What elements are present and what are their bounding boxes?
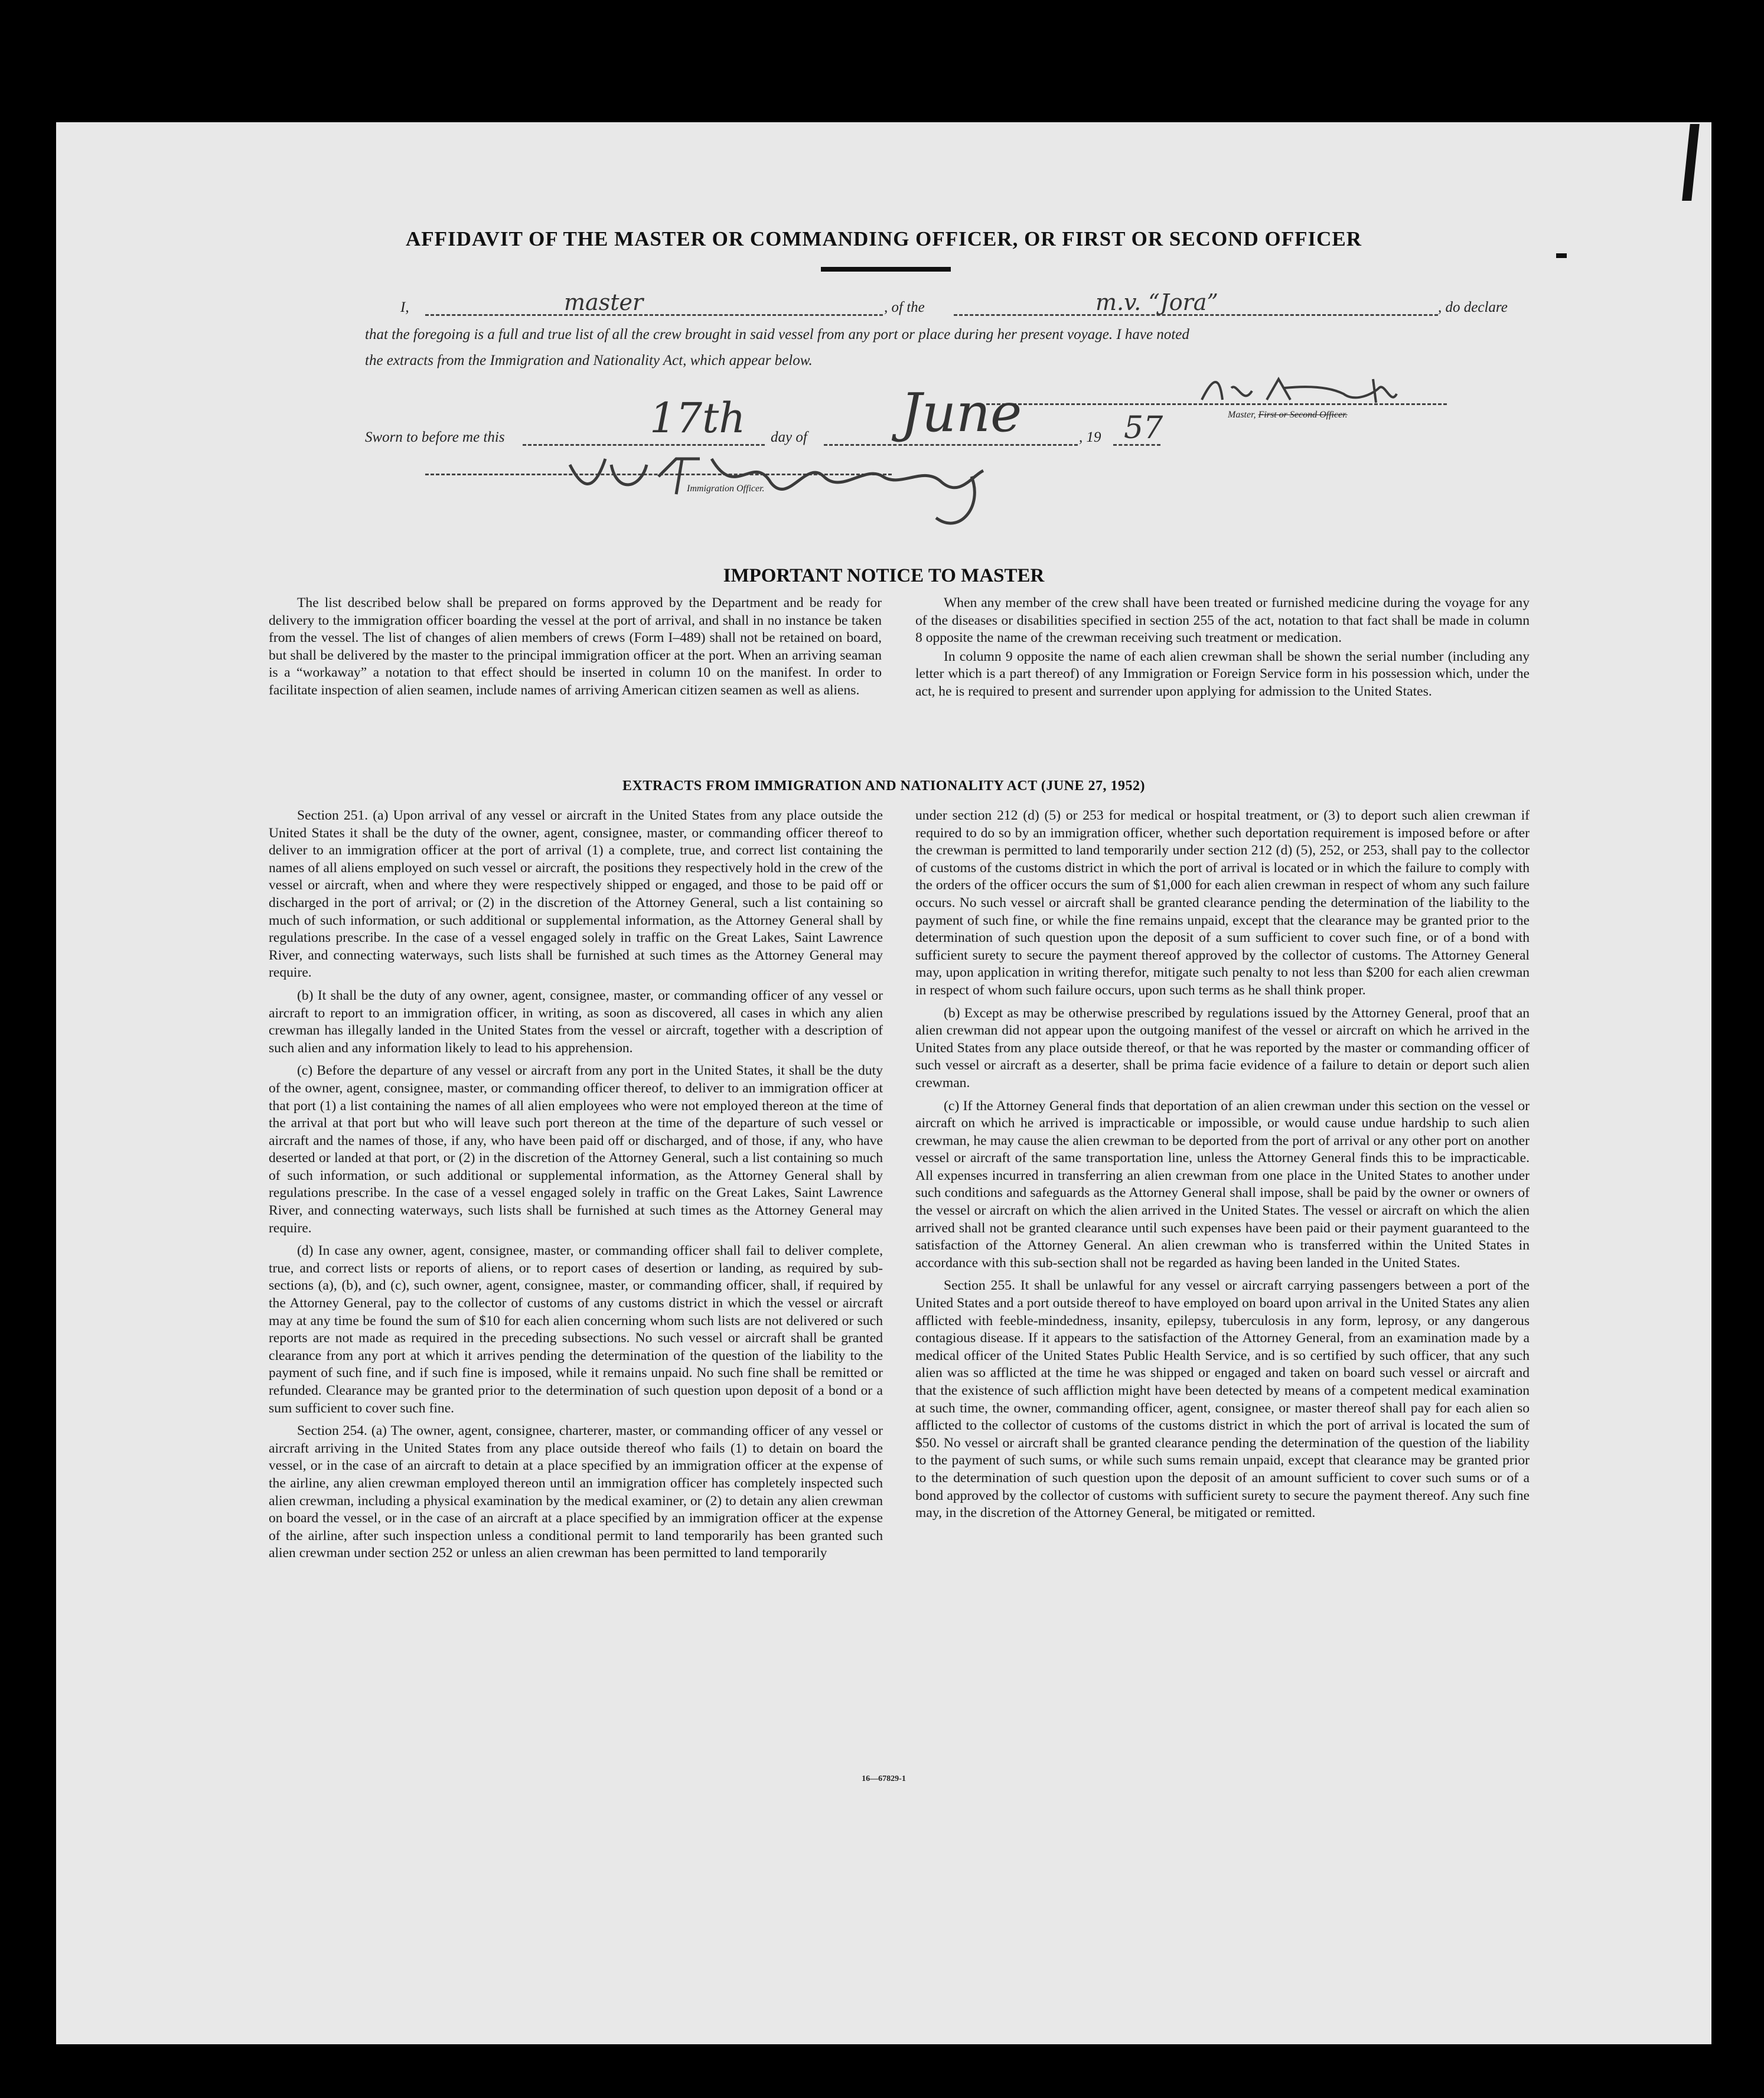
officer-caption-struck: First or Second Officer. [1258, 410, 1348, 420]
extract-paragraph: Section 255. It shall be unlawful for any vessel or aircraft carrying passengers between a port of the United States and a port outside thereof to have employed on board upon arrival in the United States any alien afflicted with feeble-mindedness, insanity, epilepsy, tuberculosis in any form, leprosy, or any dangerous contagious disease. If it appears to the satisfaction of the Attorney General, from an examination made by a medical officer of the United States Public Health Service, and is so certified by such officer, that any such alien was so afflicted at the time he was shipped or engaged and taken on board such vessel or aircraft and that the existence of such affliction might have been detected by means of a competent medical examination at such time, the owner, commanding officer, agent, consignee, or master thereof shall pay for each alien so afflicted to the collector of customs of the customs district in which the port of arrival is located the sum of $50. No vessel or aircraft shall be granted clearance pending the determination of the question of the liability to the payment of such sums, or while such sums remain unpaid, except that clearance may be granted prior to the determination of such question upon the deposit of an amount sufficient to cover such sums or of a bond approved by the collector of customs with sufficient surety to secure the payment thereof. Any such fine may, in the discretion of the Attorney General, be mitigated or remitted. [915, 1278, 1530, 1521]
of-the-label: , of the [884, 299, 925, 315]
sworn-label: Sworn to before me this [365, 429, 505, 445]
affidavit-title: AFFIDAVIT OF THE MASTER OR COMMANDING OFFICER, OR FIRST OR SECOND OFFICER [406, 227, 1362, 250]
document-page [56, 122, 1711, 2044]
declaration-line-2: that the foregoing is a full and true list of all the crew brought in said vessel from any port or place during her present voyage. I have noted [365, 327, 1189, 342]
declarant-line [425, 314, 883, 316]
extract-paragraph: Section 254. (a) The owner, agent, consignee, charterer, master, or commanding officer of any vessel or aircraft arriving in the United States from any place outside thereof who fails (1) to detain on board the vessel, or in the case of an aircraft to detain at a place specified by an immigration officer at the expense of the airline, any alien crewman employed thereon until an immigration officer has completely inspected such alien crewman, including a physical examination by the medical examiner, or (2) to detain any alien crewman on board the vessel, or in the case of an aircraft at a place specified by an immigration officer at the expense of the airline, after such inspection unless a conditional permit to land temporarily has been granted such alien crewman under section 252 or unless an alien crewman has been permitted to land temporarily [269, 1423, 883, 1561]
extract-paragraph: (b) Except as may be otherwise prescribed by regulations issued by the Attorney General, proof that an alien crewman did not appear upon the outgoing manifest of the vessel or aircraft on which he arrived in the United States from any place outside thereof, or that he was reported by the master or commanding officer of such vessel or aircraft as a deserter, shall be prima facie evidence of a failure to detain or deport such alien crewman. [915, 1005, 1530, 1091]
extract-paragraph: (b) It shall be the duty of any owner, agent, consignee, master, or commanding officer of any vessel or aircraft to report to an immigration officer, in writing, as soon as discovered, all cases in which any alien crewman has illegally landed in the United States from the vessel or aircraft, together with a description of such alien and any information likely to lead to his apprehension. [269, 987, 883, 1056]
notice-left-paragraph: The list described below shall be prepared on forms approved by the Department and be ready for delivery to the immigration officer boarding the vessel at the port of arrival, and shall in no instance be taken from the vessel. The list of changes of alien members of crews (Form I–489) shall not be retained on board, but shall be delivered by the master to the principal immigration officer at the port. When an arriving seaman is a “workaway” a notation to that effect should be inserted in column 10 on the manifest. In order to facilitate inspection of alien seamen, include names of arriving American citizen seamen as well as aliens. [269, 595, 882, 698]
form-number: 16—67829-1 [862, 1774, 906, 1783]
officer-caption: Immigration Officer. [687, 484, 765, 494]
declarant-prefix: I, [400, 299, 409, 315]
mark-dash [1556, 253, 1567, 258]
extract-paragraph: (c) If the Attorney General finds that deportation of an alien crewman under this section on the vessel or aircraft on which he arrived is impracticable or impossible, or would cause undue hardship to such alien crewman, he may cause the alien crewman to be deported from the port of arrival or any other port on another vessel or aircraft of the same transportation line, unless the Attorney General finds this to be impracticable. All expenses incurred in transferring an alien crewman from one place in the United States to another under such conditions and safeguards as the Attorney General shall impose, shall be paid by the owner or owners of the vessel or aircraft on which the alien arrived in the United States. The vessel or aircraft on which the alien arrived shall not be granted clearance until such expenses have been paid or their payment guaranteed to the satisfaction of the Attorney General. An alien crewman who is transferred within the United States in accordance with this sub-section shall not be regarded as having been landed in the United States. [915, 1098, 1530, 1271]
extracts-right-column [915, 807, 1530, 1528]
master-caption-label: Master, [1228, 410, 1256, 420]
month-value: June [901, 382, 1022, 444]
notice-title: IMPORTANT NOTICE TO MASTER [723, 565, 1045, 586]
year-value: 57 [1124, 410, 1163, 446]
master-caption [1228, 410, 1348, 420]
master-signature [1196, 370, 1432, 415]
notice-right-column [915, 595, 1530, 706]
extracts-title: EXTRACTS FROM IMMIGRATION AND NATIONALITY ACT (JUNE 27, 1952) [622, 778, 1145, 794]
day-of-label: day of [771, 429, 807, 445]
title-underline [821, 267, 951, 272]
notice-right-paragraph-1: When any member of the crew shall have been treated or furnished medicine during the voyage for any of the diseases or disabilities specified in section 255 of the act, notation to that fact shall be made in column 8 opposite the name of the crewman receiving such treatment or medication. [915, 595, 1530, 646]
notice-right-paragraph-2: In column 9 opposite the name of each alien crewman shall be shown the serial number (including any letter which is a part thereof) of any Immigration or Foreign Service form in his possession which, under the act, he is required to present and surrender upon applying for admission to the United States. [915, 648, 1530, 699]
declare-label: , do declare [1438, 299, 1508, 315]
officer-signature [558, 441, 1066, 530]
notice-left-column [269, 595, 882, 705]
day-value: 17th [650, 394, 746, 442]
year-label: , 19 [1079, 429, 1101, 445]
extract-paragraph: Section 251. (a) Upon arrival of any vessel or aircraft in the United States from any place outside the United States it shall be the duty of the owner, agent, consignee, master, or commanding officer thereof to deliver to an immigration officer at the port of arrival (1) a complete, true, and correct list containing the names of all aliens employed on such vessel or aircraft, the positions they respectively hold in the crew of the vessel or aircraft, when and where they were respectively shipped or engaged, and those to be paid off or discharged in the port of arrival; or (2) in the discretion of the Attorney General, such a list containing so much of such information, or such additional or supplemental information, as the Attorney General shall by regulations prescribe. In the case of a vessel engaged solely in traffic on the Great Lakes, Saint Lawrence River, and connecting waterways, such lists shall be furnished at such times as the Attorney General may require. [269, 808, 883, 981]
extract-paragraph: (d) In case any owner, agent, consignee, master, or commanding officer shall fail to deliver complete, true, and correct lists or reports of aliens, or to report cases of desertion or landing, as required by sub-sections (a), (b), and (c), such owner, agent, consignee, master, or commanding officer, shall, if required by the Attorney General, pay to the collector of customs of any customs district in which the vessel or aircraft may at any time be found the sum of $10 for each alien concerning whom such lists are not delivered or such reports are not made as required in the preceding subsections. No such vessel or aircraft shall be granted clearance from any port at which it arrives pending the determination of the question of the liability to the payment of such fine, and if such fine is imposed, while it remains unpaid. No such fine shall be remitted or refunded. Clearance may be granted prior to the determination of such question upon deposit of a bond or a sum sufficient to cover such fine. [269, 1243, 883, 1416]
extract-paragraph: under section 212 (d) (5) or 253 for medical or hospital treatment, or (3) to deport such alien crewman if required to do so by an immigration officer, whether such deportation requirement is imposed before or after the crewman is permitted to land temporarily under section 212 (d) (5), 252, or 253, shall pay to the collector of customs of the customs district in which the port of arrival is located or in which the failure to comply with the orders of the officer occurs the sum of $1,000 for each alien crewman in respect of whom any such failure occurs. No such vessel or aircraft shall be granted clearance pending the determination of the liability to the payment of such fine, or while the fine remains unpaid, except that the clearance may be granted prior to the determination of such question upon the deposit of a sum sufficient to cover such fine, or of a bond with sufficient surety to secure the payment thereof approved by the collector of customs. The Attorney General may, upon application in writing therefor, mitigate such penalty to not less than $200 for each alien crewman in respect of whom such failure occurs, upon such terms as he shall think proper. [915, 808, 1530, 998]
extracts-left-column [269, 807, 883, 1568]
vessel-name: m.v. “Jora” [1095, 289, 1218, 315]
declarant-name: master [564, 289, 644, 315]
extract-paragraph: (c) Before the departure of any vessel or aircraft from any port in the United States, it shall be the duty of the owner, agent, consignee, master, or commanding officer thereof, to deliver to an immigration officer at that port (1) a list containing the names of all alien employees who were not employed thereon at the time of the arrival at that port but who will leave such port thereon at the time of the departure of such vessel or aircraft and the names of those, if any, who have been paid off or discharged, and of those, if any, who have deserted or landed at that port, or (2) in the discretion of the Attorney General, such a list containing so much of such information, or such additional or supplemental information, as the Attorney General shall by regulations prescribe. In the case of a vessel engaged solely in traffic on the Great Lakes, Saint Lawrence River, and connecting waterways, such lists shall be furnished at such times as the Attorney General may require. [269, 1063, 883, 1236]
declaration-line-3: the extracts from the Immigration and Nationality Act, which appear below. [365, 353, 813, 368]
